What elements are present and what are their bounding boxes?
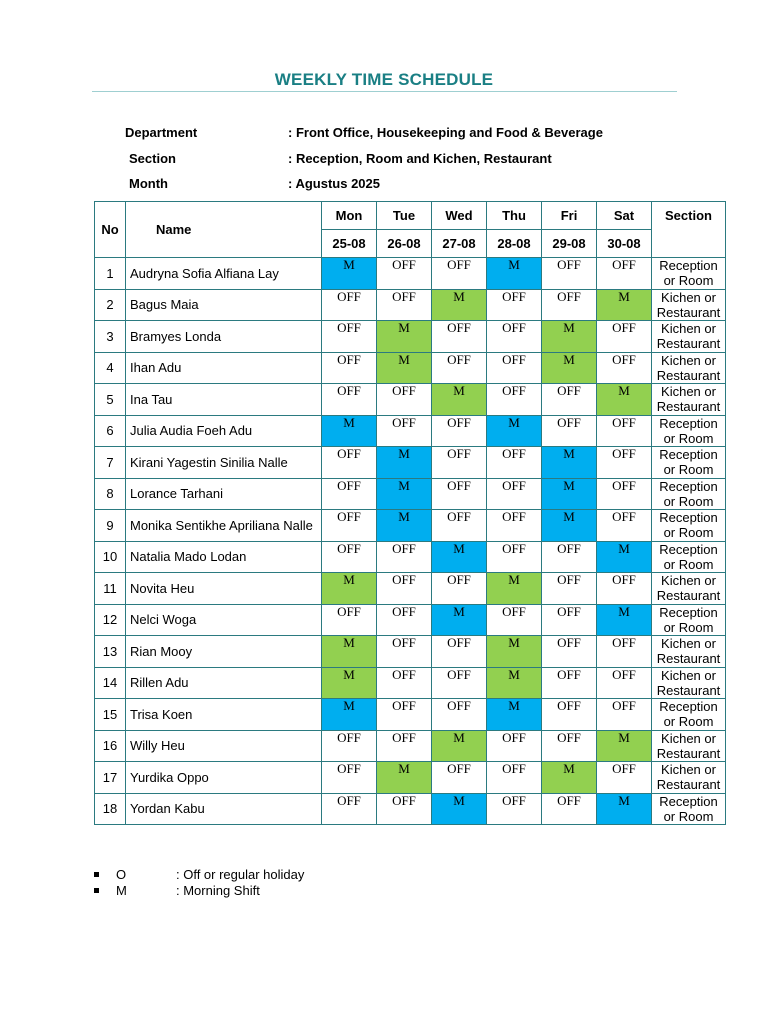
section-line: or Room [663,273,714,289]
bullet-icon [94,872,99,877]
page-title: WEEKLY TIME SCHEDULE [274,70,494,89]
off-shift-cell: OFF [487,321,542,353]
month-value: : Agustus 2025 [288,176,380,191]
employee-name: Audryna Sofia Alfiana Lay [126,258,322,290]
schedule-table [94,201,726,825]
morning-shift-cell: M [487,573,542,605]
employee-name: Ina Tau [126,384,322,416]
morning-shift-cell: M [322,573,377,605]
section-line: or Room [663,619,714,635]
off-shift-cell: OFF [542,384,597,416]
row-number: 4 [95,352,126,384]
morning-shift-cell: M [432,289,487,321]
row-number: 1 [95,258,126,290]
department-label: Department [125,125,198,140]
morning-shift-cell: M [487,636,542,668]
table-row [95,730,726,762]
header-day: Tue [377,202,432,230]
employee-name: Novita Heu [126,573,322,605]
off-shift-cell: OFF [597,510,652,542]
morning-shift-cell: M [432,604,487,636]
section-line: Restaurant [656,588,721,604]
employee-name: Kirani Yagestin Sinilia Nalle [126,447,322,479]
table-row [95,321,726,353]
off-shift-cell: OFF [542,699,597,731]
section-line: Kichen or [661,384,716,400]
morning-shift-cell: M [432,730,487,762]
section-line: Kichen or [661,762,716,778]
section-line: or Room [663,525,714,541]
section-line: Reception [659,793,718,809]
employee-name: Trisa Koen [126,699,322,731]
section-line: Restaurant [656,745,721,761]
table-row [95,541,726,573]
section-line: or Room [663,493,714,509]
off-shift-cell: OFF [377,384,432,416]
morning-shift-cell: M [377,478,432,510]
morning-shift-cell: M [542,352,597,384]
off-shift-cell: OFF [322,793,377,825]
off-shift-cell: OFF [432,510,487,542]
section-line: Reception [659,510,718,526]
section-line: Reception [659,447,718,463]
off-shift-cell: OFF [377,604,432,636]
section-line: Kichen or [661,321,716,337]
morning-shift-cell: M [377,352,432,384]
morning-shift-cell: M [597,604,652,636]
table-row [95,258,726,290]
month-label: Month [129,176,168,191]
morning-shift-cell: M [597,793,652,825]
off-shift-cell: OFF [322,352,377,384]
off-shift-cell: OFF [377,573,432,605]
row-number: 16 [95,730,126,762]
morning-shift-cell: M [597,541,652,573]
table-row [95,762,726,794]
off-shift-cell: OFF [432,636,487,668]
morning-shift-cell: M [542,510,597,542]
section-cell [652,384,726,416]
legend-code: O [116,867,127,882]
morning-shift-cell: M [597,384,652,416]
header-date: 28-08 [487,230,542,258]
morning-shift-cell: M [432,384,487,416]
section-line: Reception [659,604,718,620]
section-line: Reception [659,478,718,494]
table-row [95,289,726,321]
off-shift-cell: OFF [322,541,377,573]
section-line: Reception [659,699,718,715]
off-shift-cell: OFF [487,289,542,321]
off-shift-cell: OFF [597,636,652,668]
section-cell [652,667,726,699]
employee-name: Willy Heu [126,730,322,762]
header-day: Sat [597,202,652,230]
header-day: Thu [487,202,542,230]
off-shift-cell: OFF [432,667,487,699]
off-shift-cell: OFF [487,510,542,542]
employee-name: Ihan Adu [126,352,322,384]
morning-shift-cell: M [432,541,487,573]
off-shift-cell: OFF [377,289,432,321]
section-cell [652,447,726,479]
off-shift-cell: OFF [377,258,432,290]
section-cell [652,541,726,573]
morning-shift-cell: M [542,762,597,794]
off-shift-cell: OFF [597,258,652,290]
header-name: Name [126,202,322,258]
off-shift-cell: OFF [377,793,432,825]
off-shift-cell: OFF [432,321,487,353]
legend-description: : Off or regular holiday [176,867,305,882]
off-shift-cell: OFF [542,604,597,636]
off-shift-cell: OFF [432,352,487,384]
employee-name: Natalia Mado Lodan [126,541,322,573]
morning-shift-cell: M [322,636,377,668]
employee-name: Monika Sentikhe Apriliana Nalle [126,510,322,542]
section-line: Restaurant [656,651,721,667]
morning-shift-cell: M [377,321,432,353]
section-line: or Room [663,808,714,824]
off-shift-cell: OFF [322,762,377,794]
section-line: Kichen or [661,667,716,683]
off-shift-cell: OFF [487,541,542,573]
off-shift-cell: OFF [432,415,487,447]
section-value: : Reception, Room and Kichen, Restaurant [288,151,552,166]
section-cell [652,352,726,384]
section-cell [652,258,726,290]
title-divider [92,91,677,92]
table-row [95,415,726,447]
off-shift-cell: OFF [542,667,597,699]
row-number: 7 [95,447,126,479]
section-cell [652,762,726,794]
off-shift-cell: OFF [487,384,542,416]
section-line: Restaurant [656,304,721,320]
header-date: 29-08 [542,230,597,258]
section-line: Reception [659,258,718,274]
off-shift-cell: OFF [487,447,542,479]
off-shift-cell: OFF [597,573,652,605]
row-number: 12 [95,604,126,636]
morning-shift-cell: M [597,289,652,321]
section-cell [652,510,726,542]
section-cell [652,636,726,668]
header-day: Fri [542,202,597,230]
section-cell [652,478,726,510]
off-shift-cell: OFF [597,667,652,699]
header-no: No [95,202,126,258]
off-shift-cell: OFF [597,321,652,353]
table-row [95,636,726,668]
off-shift-cell: OFF [597,762,652,794]
off-shift-cell: OFF [432,447,487,479]
employee-name: Yurdika Oppo [126,762,322,794]
off-shift-cell: OFF [322,604,377,636]
row-number: 18 [95,793,126,825]
section-line: or Room [663,556,714,572]
off-shift-cell: OFF [542,636,597,668]
row-number: 10 [95,541,126,573]
off-shift-cell: OFF [542,258,597,290]
section-line: Reception [659,415,718,431]
morning-shift-cell: M [487,258,542,290]
row-number: 9 [95,510,126,542]
section-cell [652,573,726,605]
section-cell [652,415,726,447]
off-shift-cell: OFF [542,730,597,762]
morning-shift-cell: M [322,667,377,699]
department-value: : Front Office, Housekeeping and Food & Beverage [288,125,603,140]
section-line: or Room [663,462,714,478]
section-line: Restaurant [656,336,721,352]
morning-shift-cell: M [322,415,377,447]
morning-shift-cell: M [542,478,597,510]
off-shift-cell: OFF [377,541,432,573]
off-shift-cell: OFF [542,573,597,605]
section-line: or Room [663,430,714,446]
off-shift-cell: OFF [597,478,652,510]
off-shift-cell: OFF [597,447,652,479]
off-shift-cell: OFF [487,793,542,825]
morning-shift-cell: M [322,699,377,731]
row-number: 15 [95,699,126,731]
off-shift-cell: OFF [432,478,487,510]
table-row [95,384,726,416]
employee-name: Yordan Kabu [126,793,322,825]
morning-shift-cell: M [487,699,542,731]
off-shift-cell: OFF [487,352,542,384]
section-line: Kichen or [661,573,716,589]
off-shift-cell: OFF [322,478,377,510]
table-row [95,793,726,825]
header-date: 27-08 [432,230,487,258]
section-cell [652,289,726,321]
section-line: Kichen or [661,352,716,368]
morning-shift-cell: M [542,321,597,353]
off-shift-cell: OFF [322,510,377,542]
header-date: 26-08 [377,230,432,258]
off-shift-cell: OFF [377,636,432,668]
off-shift-cell: OFF [432,258,487,290]
section-line: Kichen or [661,636,716,652]
morning-shift-cell: M [432,793,487,825]
off-shift-cell: OFF [322,730,377,762]
row-number: 17 [95,762,126,794]
header-date: 30-08 [597,230,652,258]
off-shift-cell: OFF [322,447,377,479]
row-number: 8 [95,478,126,510]
employee-name: Bramyes Londa [126,321,322,353]
section-line: Reception [659,541,718,557]
section-cell [652,604,726,636]
morning-shift-cell: M [377,447,432,479]
section-line: Kichen or [661,730,716,746]
table-row [95,573,726,605]
legend-code: M [116,883,127,898]
employee-name: Rian Mooy [126,636,322,668]
employee-name: Nelci Woga [126,604,322,636]
section-line: Restaurant [656,777,721,793]
header-section: Section [652,202,726,258]
off-shift-cell: OFF [487,478,542,510]
header-day: Wed [432,202,487,230]
section-cell [652,793,726,825]
morning-shift-cell: M [597,730,652,762]
off-shift-cell: OFF [377,730,432,762]
row-number: 11 [95,573,126,605]
off-shift-cell: OFF [432,762,487,794]
table-row [95,478,726,510]
section-cell [652,321,726,353]
off-shift-cell: OFF [377,667,432,699]
off-shift-cell: OFF [597,699,652,731]
table-row [95,510,726,542]
table-row [95,447,726,479]
off-shift-cell: OFF [322,384,377,416]
section-label: Section [129,151,176,166]
off-shift-cell: OFF [432,573,487,605]
morning-shift-cell: M [542,447,597,479]
off-shift-cell: OFF [322,289,377,321]
table-row [95,667,726,699]
off-shift-cell: OFF [377,415,432,447]
off-shift-cell: OFF [542,541,597,573]
table-row [95,699,726,731]
schedule-body [95,258,726,825]
section-line: or Room [663,714,714,730]
employee-name: Bagus Maia [126,289,322,321]
row-number: 5 [95,384,126,416]
table-row [95,604,726,636]
table-row [95,352,726,384]
off-shift-cell: OFF [487,730,542,762]
morning-shift-cell: M [487,415,542,447]
header-date: 25-08 [322,230,377,258]
legend-description: : Morning Shift [176,883,260,898]
off-shift-cell: OFF [487,762,542,794]
off-shift-cell: OFF [377,699,432,731]
employee-name: Rillen Adu [126,667,322,699]
section-cell [652,730,726,762]
employee-name: Julia Audia Foeh Adu [126,415,322,447]
bullet-icon [94,888,99,893]
row-number: 6 [95,415,126,447]
section-line: Restaurant [656,399,721,415]
off-shift-cell: OFF [542,793,597,825]
morning-shift-cell: M [377,510,432,542]
off-shift-cell: OFF [597,415,652,447]
row-number: 3 [95,321,126,353]
off-shift-cell: OFF [432,699,487,731]
section-line: Restaurant [656,682,721,698]
off-shift-cell: OFF [322,321,377,353]
off-shift-cell: OFF [542,289,597,321]
morning-shift-cell: M [377,762,432,794]
morning-shift-cell: M [487,667,542,699]
off-shift-cell: OFF [597,352,652,384]
section-line: Restaurant [656,367,721,383]
off-shift-cell: OFF [487,604,542,636]
employee-name: Lorance Tarhani [126,478,322,510]
section-line: Kichen or [661,289,716,305]
row-number: 14 [95,667,126,699]
header-day: Mon [322,202,377,230]
row-number: 13 [95,636,126,668]
off-shift-cell: OFF [542,415,597,447]
row-number: 2 [95,289,126,321]
morning-shift-cell: M [322,258,377,290]
section-cell [652,699,726,731]
